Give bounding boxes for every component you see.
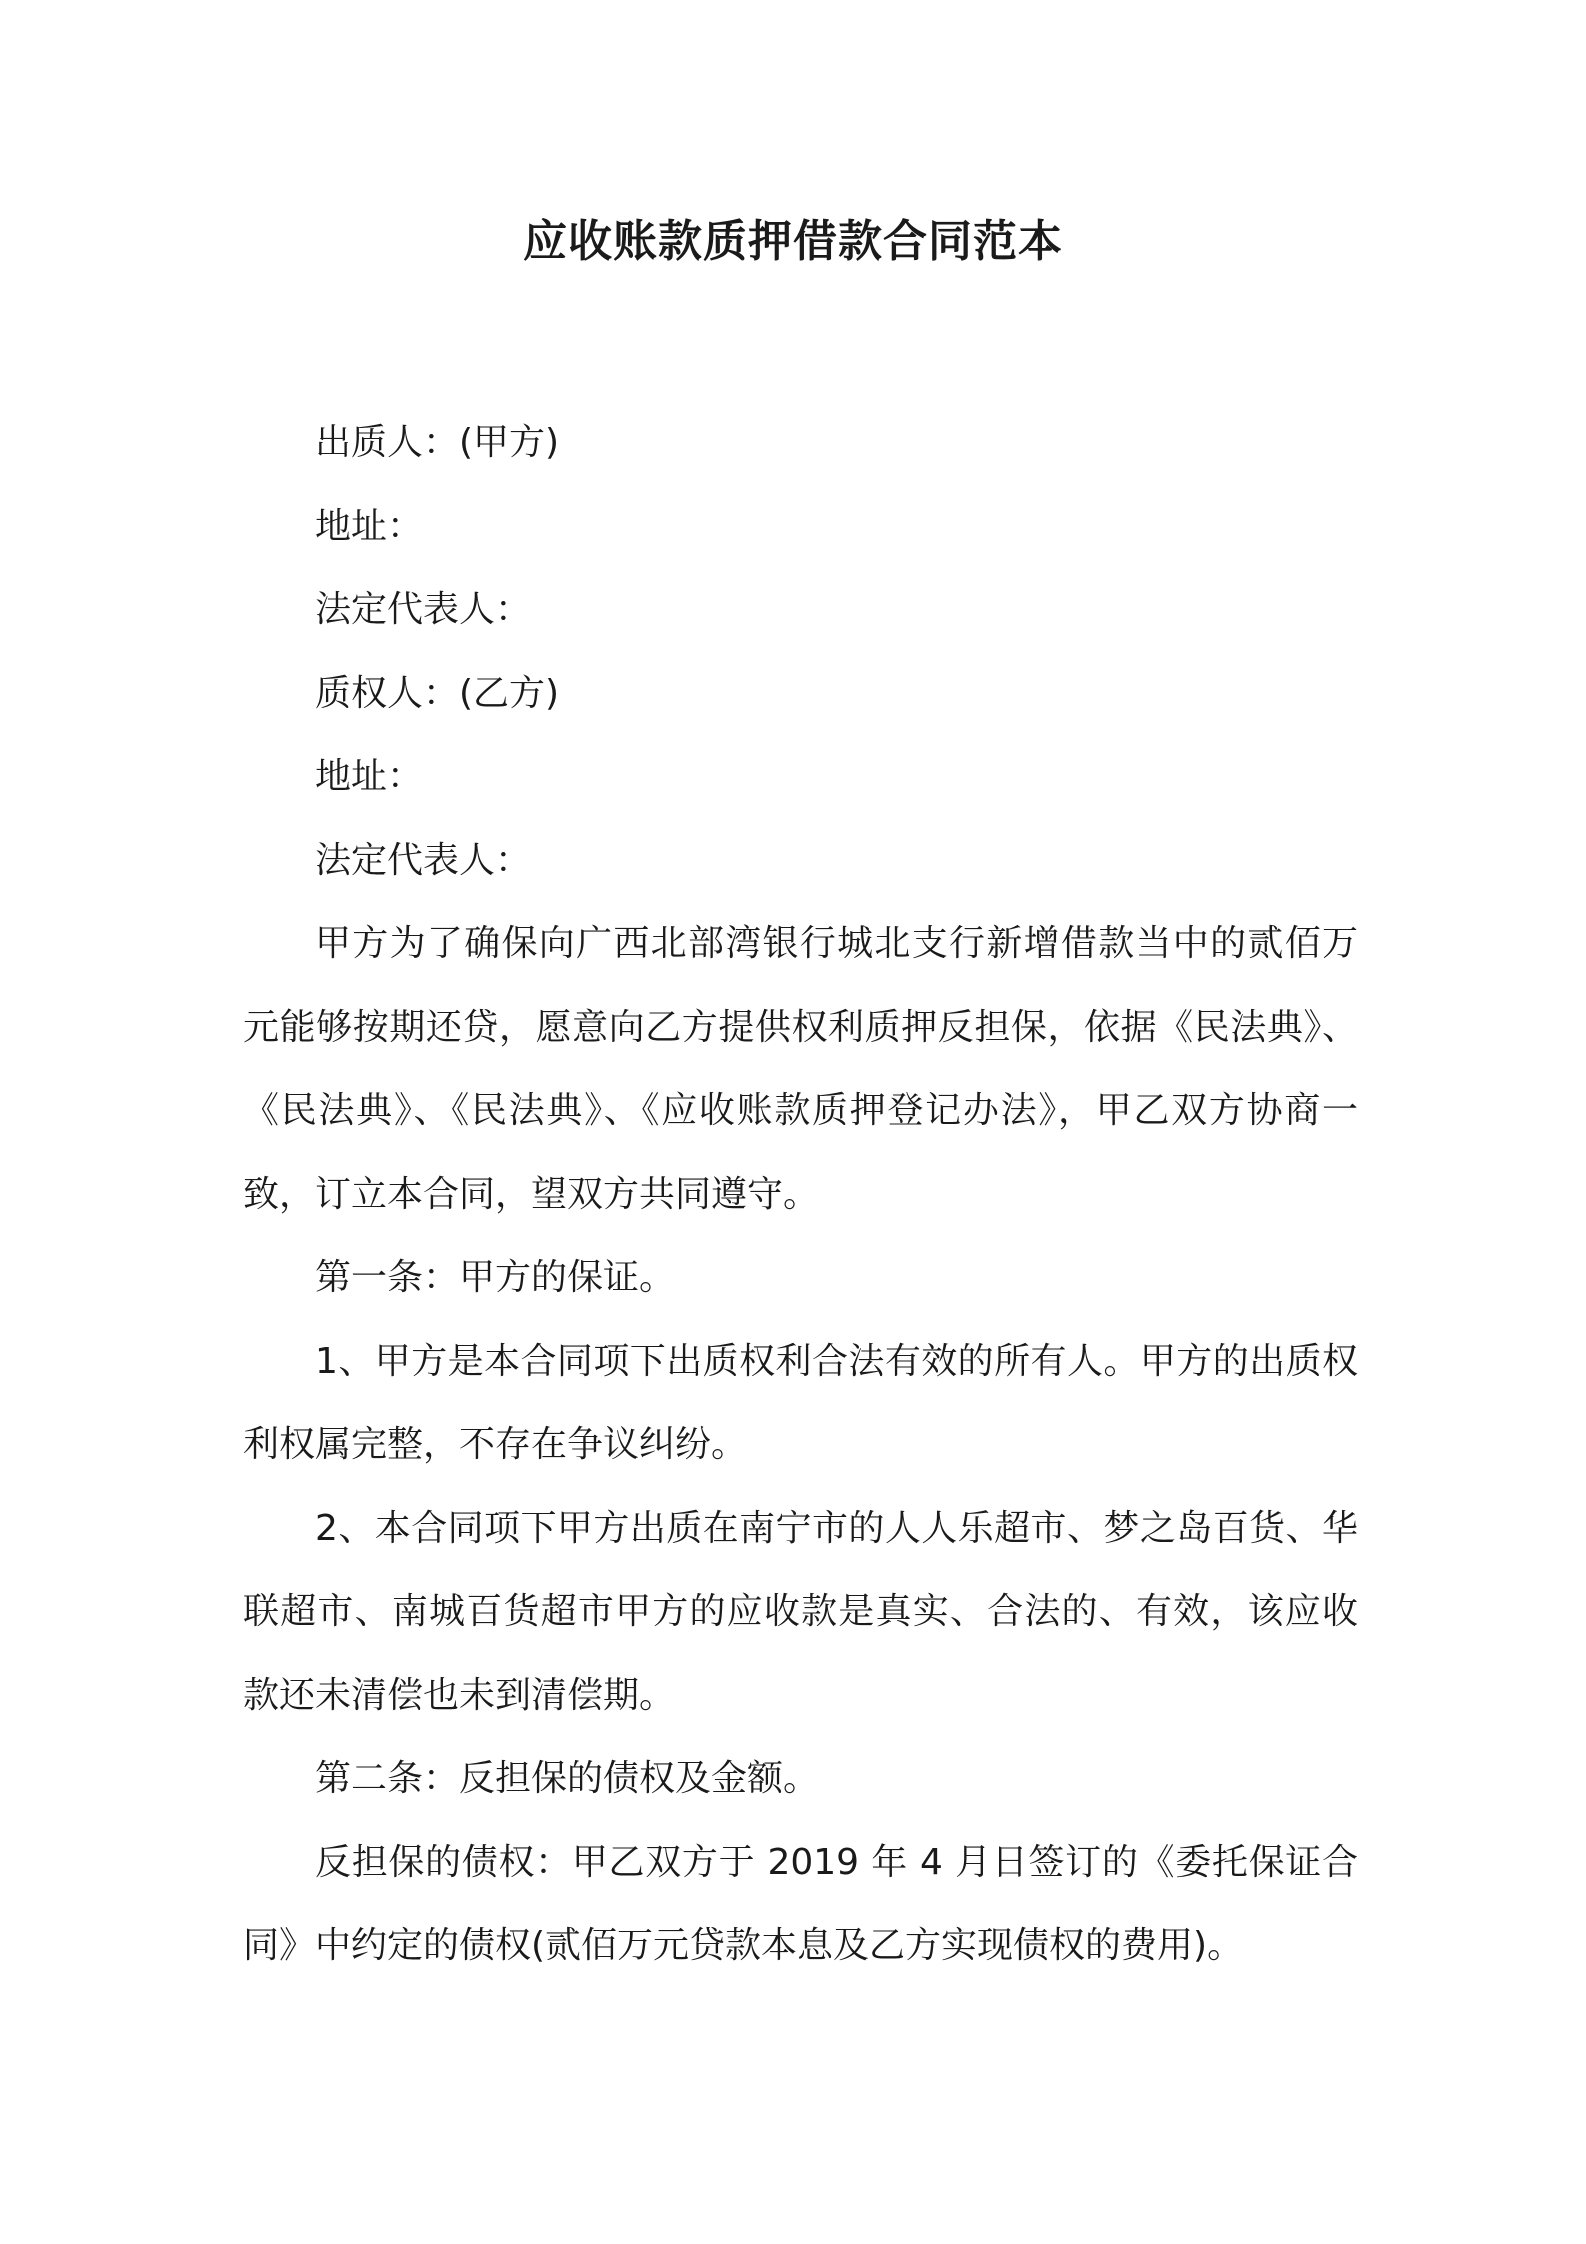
pledgee-address-label: 地址：	[315, 756, 424, 797]
article-1-clause-1: 1、甲方是本合同项下出质权利合法有效的所有人。甲方的出质权利权属完整，不存在争议纠纷。	[243, 1340, 1358, 1465]
pledgee-representative-label: 法定代表人：	[315, 839, 532, 881]
pledgor-label: 出质人：(甲方)	[315, 422, 560, 463]
article-1-heading: 第一条：甲方的保证。	[315, 1257, 676, 1298]
document-body	[243, 401, 1358, 1988]
article-2-clause-1: 反担保的债权：甲乙双方于 2019 年 4 月日签订的《委托保证合同》中约定的债权(贰佰万元贷款本息及乙方实现债权的费用)。	[243, 1841, 1358, 1966]
article-2-heading: 第二条：反担保的债权及金额。	[315, 1758, 820, 1799]
pledgor-representative-label: 法定代表人：	[315, 589, 532, 630]
pledgee-label: 质权人：(乙方)	[315, 672, 560, 714]
preamble-paragraph: 甲方为了确保向广西北部湾银行城北支行新增借款当中的贰佰万元能够按期还贷，愿意向乙方提供权利质押反担保，依据《民法典》、《民法典》、《民法典》、《应收账款质押登记办法》，甲乙双方协商一致，订立本合同，望双方共同遵守。	[243, 923, 1358, 1215]
pledgor-address-label: 地址：	[315, 505, 424, 547]
document-title: 应收账款质押借款合同范本	[523, 216, 1063, 267]
article-1-clause-2: 2、本合同项下甲方出质在南宁市的人人乐超市、梦之岛百货、华联超市、南城百货超市甲方的应收款是真实、合法的、有效，该应收款还未清偿也未到清偿期。	[243, 1507, 1358, 1716]
